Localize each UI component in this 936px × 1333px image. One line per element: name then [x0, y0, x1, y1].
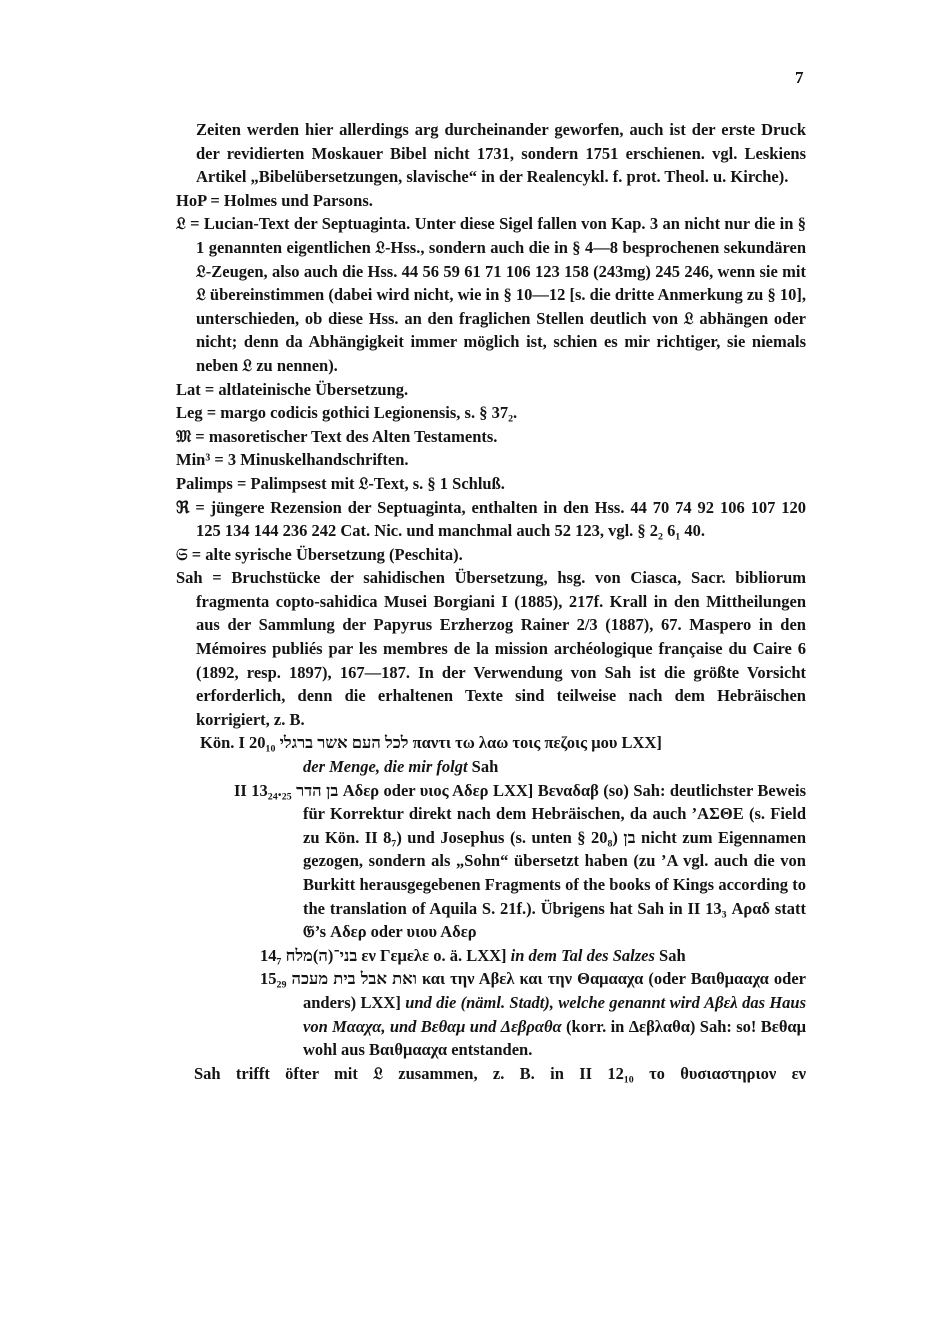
intro-paragraph: Zeiten werden hier allerdings arg durcheinander geworfen, auch ist der erste Druck der revidierten Moskauer Bibel nicht 1731, sondern 1751 erschienen. vgl. Leskiens Artikel „Bibelübersetzungen, slavische“ in der Realencykl. f. prot. Theol. u. Kirche). [196, 120, 806, 187]
example-15-29 [176, 967, 806, 1061]
example-14-7 [176, 944, 806, 968]
page-number: 7 [795, 68, 804, 87]
example-1-text: Kön. I 20₁₀ לכל העם אשר ברגלי παντι τω λαω τοις πεζοις μου LXX] [200, 733, 662, 753]
abbrev-r: ℜ = jüngere Rezension der Septuaginta, enthalten in den Hss. 44 70 74 92 106 107 120 125 134 144 236 242 Cat. Nic. und manchmal auch 52 123, vgl. § 2₂ 6₁ 40. [176, 497, 806, 541]
example-3-translation: in dem Tal des Salzes [510, 945, 655, 965]
abbrev-mt: 𝔐 = masoretischer Text des Alten Testaments. [176, 426, 498, 446]
abbrev-lat: Lat = altlateinische Übersetzung. [176, 379, 409, 399]
closing-line: Sah trifft öfter mit 𝔏 zusammen, z. B. in II 12₁₀ το θυσιαστηριον εν [194, 1063, 806, 1083]
page-body [176, 118, 806, 1085]
example-4-translation: und die (näml. Stadt), welche genannt wird Αβελ das Haus von Μααχα, und Βεθαμ und Δεβραθα [303, 992, 807, 1036]
example-4-text: 15₂₉ ואת אבל בית מעכה και την Αβελ και την Θαμααχα (oder Βαιθμααχα oder anders) LXX] [260, 969, 806, 1012]
example-4-tail: (korr. in Δεβλαθα) Sah: so! Βεθαμ wohl aus Βαιθμααχα entstanden. [303, 1016, 806, 1060]
abbrev-s: 𝔖 = alte syrische Übersetzung (Peschita). [176, 544, 463, 564]
example-3-tail: Sah [654, 945, 686, 965]
example-koen-I-20 [176, 731, 806, 778]
abbrev-hop: HoP = Holmes und Parsons. [176, 190, 373, 210]
abbrev-sah: Sah = Bruchstücke der sahidischen Übersetzung, hsg. von Ciasca, Sacr. bibliorum fragmenta copto-sahidica Musei Borgiani I (1885), 217f. Krall in den Mittheilungen aus der Sammlung der Papyrus Erzherzog Rainer 2/3 (1887), 67. Maspero in den Mémoires publiés par les membres de la mission archéologique française du Caire 6 (1892, resp. 1897), 167—187. In der Verwendung von Sah ist die größte Vorsicht erforderlich, denn die erhaltenen Texte sind teilweise nach dem Hebräischen korrigiert, z. B. [176, 568, 806, 729]
example-1-tail: Sah [467, 757, 499, 777]
abbrev-palimps: Palimps = Palimpsest mit 𝔏-Text, s. § 1 Schluß. [176, 473, 505, 493]
example-II-13: II 13₂₄.₂₅ בן הדר Αδερ oder υιος Αδερ LXX] Βεναδαβ (so) Sah: deutlichster Beweis für Korrektur direkt nach dem Hebräischen, da auch ’ΑΣΘΕ (s. Field zu Kön. II 8₇) und Josephus (s. unten § 20₈) בן nicht zum Eigennamen gezogen, sondern als „Sohn“ übersetzt haben (zu ’Α vgl. auch die von Burkitt herausgegebenen Fragments of the books of Kings according to the translation of Aquila S. 21f.). Übrigens hat Sah in II 13₃ Αραδ statt 𝔊’s Αδερ oder υιου Αδερ [234, 780, 806, 942]
example-3-text: 14₇ בני־(ה)מלח εν Γεμελε o. ä. LXX] [260, 945, 511, 965]
abbrev-min: Min³ = 3 Minuskelhandschriften. [176, 450, 409, 470]
abbrev-leg: Leg = margo codicis gothici Legionensis, s. § 37₂. [176, 403, 518, 423]
abbrev-lucian: 𝔏 = Lucian-Text der Septuaginta. Unter diese Sigel fallen von Kap. 3 an nicht nur die in § 1 genannten eigentlichen 𝔏-Hss., sondern auch die in § 4—8 besprochenen sekundären 𝔏-Zeugen, also auch die Hss. 44 56 59 61 71 106 123 158 (243mg) 245 246, wenn sie mit 𝔏 übereinstimmen (dabei wird nicht, wie in § 10—12 [s. die dritte Anmerkung zu § 10], unterschieden, ob diese Hss. an den fraglichen Stellen deutlich von 𝔏 abhängen oder nicht; denn da Abhängigkeit immer möglich ist, schien es mir richtiger, sie niemals neben 𝔏 zu nennen). [176, 214, 806, 375]
example-1-translation: der Menge, die mir folgt [303, 757, 468, 777]
